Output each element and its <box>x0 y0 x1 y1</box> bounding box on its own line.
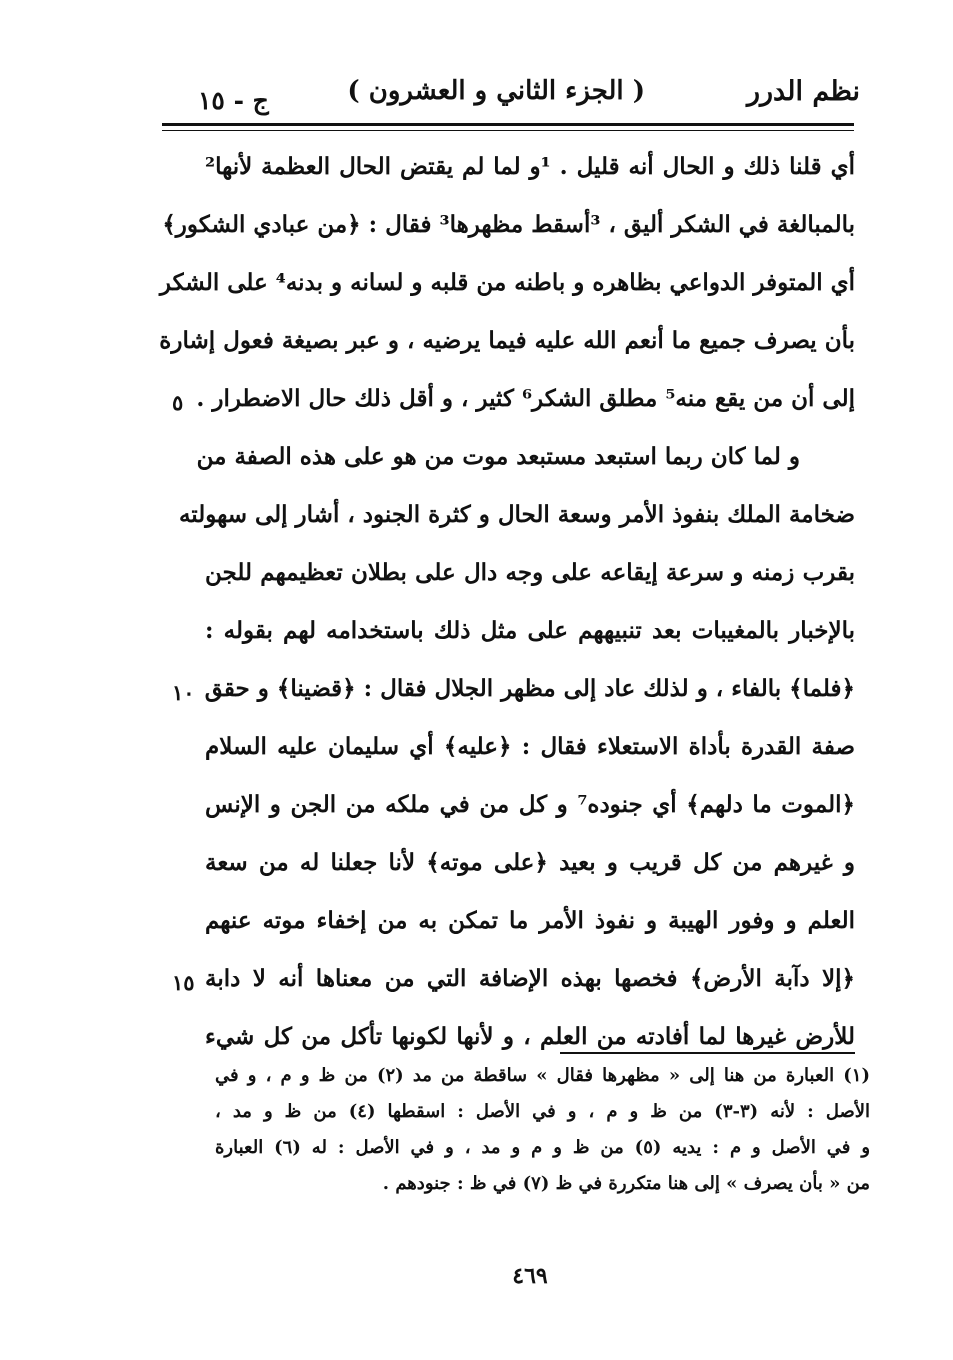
text-line: صفة القدرة بأداة الاستعلاء فقال : ﴿عليه﴾ أي سليمان عليه السلام <box>205 733 855 760</box>
line-number-15: ١٥ <box>172 970 195 995</box>
line-number-10: ١٠ <box>172 680 195 705</box>
text-line: و غيرهم من كل قريب و بعيد ﴿على موته﴾ لأنا جعلنا له من سعة <box>205 849 855 876</box>
footnote-line: و في الأصل و م : يديه (٥) من ظ و م و مد ، و في الأصل : له (٦) العبارة <box>215 1137 871 1158</box>
footnote-line: (١) العبارة من هنا إلى « مظهرها فقال » ساقطة من مد (٢) من ظ و م ، و في <box>215 1065 870 1086</box>
footnote-rule <box>560 1052 855 1054</box>
text-line: إلى أن من يقع منه⁵ مطلق الشكر⁶ كثير ، و أقل ذلك حال الاضطرار . <box>196 385 855 412</box>
text-line: بالمبالغة في الشكر أليق ، ³أسقط مظهرها³ فقال : ﴿من عبادي الشكور﴾ <box>162 211 855 238</box>
footnotes <box>215 1058 870 1202</box>
footnote-line: الأصل : لأنه (٣-٣) من ظ و م ، و في الأصل : اسقطها (٤) من ظ و مد ، <box>215 1101 871 1122</box>
text-line: بالإخبار بالمغيبات بعد تنبيههم على مثل ذلك باستخدامه لهم بقوله : <box>205 617 855 644</box>
header-rule-thick <box>162 123 854 126</box>
book-title: نظم الدرر <box>746 76 860 107</box>
footnote-line: من « بأن يصرف » إلى هنا متكررة في ظ (٧) في ظ : جنودهم . <box>382 1173 870 1194</box>
text-line: بقرب زمنه و سرعة إيقاعه على وجه دال على بطلان تعظيمهم للجن <box>205 559 855 586</box>
text-line: للأرض غيرها لما أفادته من العلم ، و لأنها لكونها تأكل من كل شيء <box>205 1023 855 1050</box>
header-rule-thin <box>162 130 854 131</box>
running-head <box>170 62 860 122</box>
text-line: ﴿فلما﴾ بالفاء ، و لذلك عاد إلى مظهر الجلال فقال : ﴿قضينا﴾ و حقق <box>204 675 855 702</box>
text-line: ﴿الموت ما دلهم﴾ أي جنوده⁷ و كل من في ملكه من الجن و الإنس <box>205 791 855 818</box>
text-line: بأن يصرف جميع ما أنعم الله عليه فيما يرضيه ، و عبر بصيغة فعول إشارة <box>159 327 855 354</box>
part-title: ( الجزء الثاني و العشرون ) <box>347 76 645 106</box>
text-line: العلم و وفور الهيبة و نفوذ الأمر ما تمكن به من إخفاء موته عنهم <box>205 907 855 934</box>
text-line: و لما كان ربما استبعد مستبعد موت من هو على هذه الصفة من <box>196 443 800 470</box>
line-number-5: ٥ <box>172 390 184 415</box>
volume-number: ج - ١٥ <box>198 86 269 115</box>
text-line: أي قلنا ذلك و الحال أنه قليل . ¹و لما لم يقتض الحال العظمة لأنها² <box>205 153 855 180</box>
text-line: ضخامة الملك بنفوذ الأمر وسعة الحال و كثرة الجنود ، أشار إلى سهولته <box>178 501 855 528</box>
text-line: أي المتوفر الدواعي بظاهره و باطنه من قلبه و لسانه و بدنه⁴ على الشكر <box>159 269 855 296</box>
page-number: ٤٦٩ <box>512 1263 548 1289</box>
text-line: ﴿إلا دآبة الأرض﴾ فخصها بهذه الإضافة التي من معناها أنه لا دابة <box>205 965 855 992</box>
